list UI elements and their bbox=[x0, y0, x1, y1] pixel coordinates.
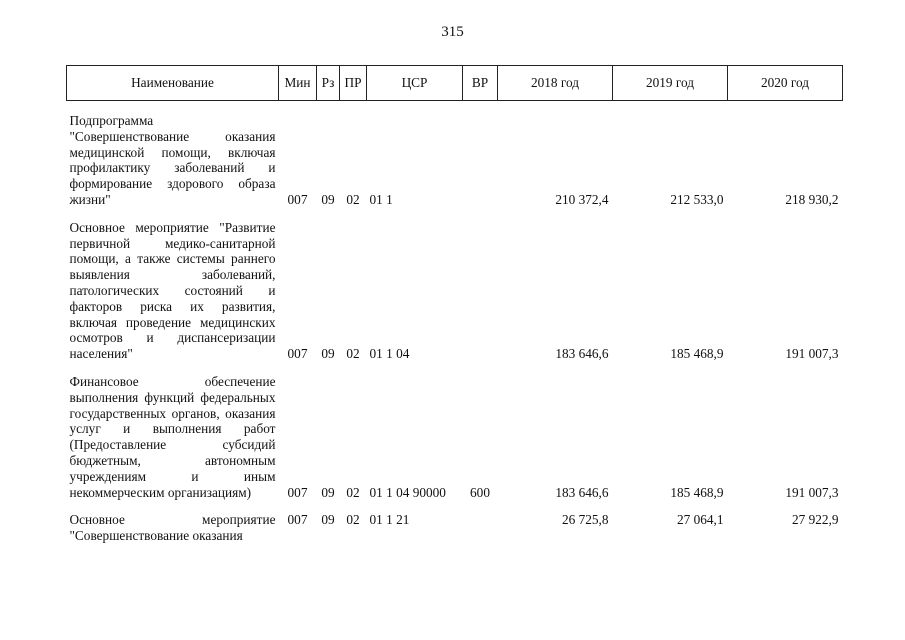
header-2020: 2020 год bbox=[728, 66, 843, 101]
row-vr: 600 bbox=[470, 484, 490, 500]
header-csr: ЦСР bbox=[367, 66, 463, 101]
row-pr: 02 bbox=[346, 512, 360, 528]
row-name: Основное мероприятие "Совершенствование оказания bbox=[69, 512, 276, 544]
header-vr: ВР bbox=[463, 66, 498, 101]
row-2019: 185 468,9 bbox=[670, 484, 724, 500]
table-row bbox=[67, 113, 843, 208]
row-2020: 218 930,2 bbox=[785, 191, 839, 207]
header-pr: ПР bbox=[340, 66, 367, 101]
budget-table bbox=[66, 65, 843, 544]
row-csr: 01 1 04 bbox=[369, 346, 410, 362]
row-rz: 09 bbox=[321, 484, 335, 500]
row-2018: 210 372,4 bbox=[555, 191, 609, 207]
row-csr: 01 1 21 bbox=[369, 512, 410, 528]
row-min: 007 bbox=[287, 191, 308, 207]
row-2018: 183 646,6 bbox=[555, 346, 609, 362]
row-vr bbox=[463, 512, 498, 544]
table-header-row bbox=[67, 66, 843, 101]
row-rz: 09 bbox=[321, 191, 335, 207]
header-name: Наименование bbox=[67, 66, 279, 101]
row-2018: 26 725,8 bbox=[561, 512, 609, 528]
header-2019: 2019 год bbox=[613, 66, 728, 101]
header-min: Мин bbox=[279, 66, 317, 101]
row-name: Подпрограмма "Совершенствование оказания медицинской помощи, включая профилактику заболеваний и формирование здорового образа жизни" bbox=[69, 113, 276, 207]
row-2019: 27 064,1 bbox=[676, 512, 724, 528]
row-name: Финансовое обеспечение выполнения функций федеральных государственных органов, оказания услуг и выполнения работ (Предоставление субсидий бюджетным, автономным учреждениям и иным некоммерческим организациям) bbox=[69, 373, 276, 500]
header-rz: Рз bbox=[317, 66, 340, 101]
row-2020: 191 007,3 bbox=[785, 484, 839, 500]
row-min: 007 bbox=[287, 346, 308, 362]
row-csr: 01 1 04 90000 bbox=[369, 484, 446, 500]
row-2020: 27 922,9 bbox=[791, 512, 839, 528]
row-rz: 09 bbox=[321, 346, 335, 362]
table-row bbox=[67, 512, 843, 544]
header-2018: 2018 год bbox=[498, 66, 613, 101]
row-2019: 185 468,9 bbox=[670, 346, 724, 362]
row-pr: 02 bbox=[346, 191, 360, 207]
row-name: Основное мероприятие "Развитие первичной медико-санитарной помощи, а также системы раннего выявления заболеваний, патологических состояний и факторов риска их развития, включая проведение медицинских осмотров и диспансеризации населения" bbox=[69, 219, 276, 362]
table-row bbox=[67, 220, 843, 362]
row-vr bbox=[463, 113, 498, 208]
row-rz: 09 bbox=[321, 512, 335, 528]
row-vr bbox=[463, 220, 498, 362]
row-2019: 212 533,0 bbox=[670, 191, 724, 207]
row-pr: 02 bbox=[346, 346, 360, 362]
table-row bbox=[67, 374, 843, 500]
row-2018: 183 646,6 bbox=[555, 484, 609, 500]
row-2020: 191 007,3 bbox=[785, 346, 839, 362]
row-min: 007 bbox=[287, 512, 308, 528]
row-min: 007 bbox=[287, 484, 308, 500]
page-number: 315 bbox=[441, 24, 464, 40]
row-pr: 02 bbox=[346, 484, 360, 500]
row-csr: 01 1 bbox=[369, 191, 393, 207]
